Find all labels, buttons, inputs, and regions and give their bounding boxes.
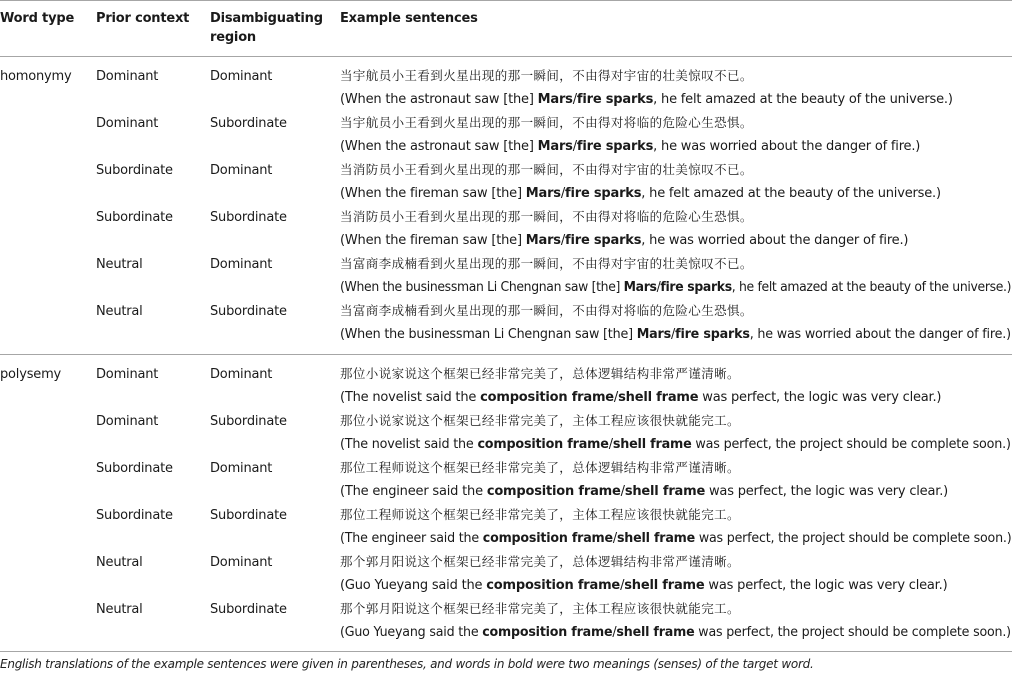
english-translation: (Guo Yueyang said the composition frame/shell frame was perfect, the logic was very clear.): [340, 578, 948, 593]
header-rule: [0, 56, 1012, 57]
english-translation: (When the fireman saw [the] Mars/fire sparks, he felt amazed at the beauty of the universe.): [340, 186, 941, 201]
sense-two: shell frame: [612, 437, 692, 452]
region-cell: Subordinate: [210, 116, 287, 131]
prior-context-cell: Dominant: [96, 116, 159, 131]
prior-context-cell: Neutral: [96, 555, 143, 570]
word-type-label: polysemy: [0, 367, 62, 382]
sense-two: fire sparks: [565, 233, 642, 248]
chinese-sentence: 那位小说家说这个框架已经非常完美了，主体工程应该很快就能完工。: [340, 413, 740, 428]
table-top-rule: [0, 0, 1012, 1]
chinese-sentence: 当宇航员小王看到火星出现的那一瞬间，不由得对将临的危险心生恐惧。: [340, 115, 753, 130]
header-disambiguating-line1: Disambiguating: [210, 11, 323, 26]
header-example-sentences: Example sentences: [340, 11, 478, 26]
prior-context-cell: Subordinate: [96, 210, 173, 225]
sense-two: shell frame: [616, 531, 696, 546]
chinese-sentence: 那位小说家说这个框架已经非常完美了，总体逻辑结构非常严谨清晰。: [340, 366, 740, 381]
sense-one: composition frame: [486, 578, 621, 593]
english-translation: (The engineer said the composition frame/shell frame was perfect, the project should be complete soon.): [340, 531, 1012, 546]
english-translation: (When the businessman Li Chengnan saw [the] Mars/fire sparks, he was worried about the danger of fire.): [340, 327, 1011, 342]
sense-one: Mars: [537, 139, 573, 154]
english-translation: (Guo Yueyang said the composition frame/shell frame was perfect, the project should be complete soon.): [340, 625, 1011, 640]
english-translation: (When the astronaut saw [the] Mars/fire sparks, he was worried about the danger of fire.): [340, 139, 921, 154]
sense-one: composition frame: [486, 484, 621, 499]
prior-context-cell: Subordinate: [96, 508, 173, 523]
region-cell: Dominant: [210, 367, 273, 382]
chinese-sentence: 当消防员小王看到火星出现的那一瞬间，不由得对将临的危险心生恐惧。: [340, 209, 753, 224]
prior-context-cell: Neutral: [96, 602, 143, 617]
english-translation: (When the astronaut saw [the] Mars/fire sparks, he felt amazed at the beauty of the universe.): [340, 92, 953, 107]
sense-two: fire sparks: [675, 327, 750, 342]
region-cell: Dominant: [210, 163, 273, 178]
prior-context-cell: Neutral: [96, 304, 143, 319]
chinese-sentence: 那位工程师说这个框架已经非常完美了，主体工程应该很快就能完工。: [340, 507, 740, 522]
prior-context-cell: Subordinate: [96, 163, 173, 178]
sense-one: Mars: [623, 280, 657, 295]
chinese-sentence: 那位工程师说这个框架已经非常完美了，总体逻辑结构非常严谨清晰。: [340, 460, 740, 475]
table-footnote: English translations of the example sentences were given in parentheses, and words in bold were two meanings (senses) of the target word.: [0, 657, 814, 671]
prior-context-cell: Subordinate: [96, 461, 173, 476]
chinese-sentence: 当富商李成楠看到火星出现的那一瞬间，不由得对宇宙的壮美惊叹不已。: [340, 256, 753, 271]
chinese-sentence: 那个郭月阳说这个框架已经非常完美了，主体工程应该很快就能完工。: [340, 601, 740, 616]
english-translation: (The engineer said the composition frame/shell frame was perfect, the logic was very clear.): [340, 484, 948, 499]
region-cell: Subordinate: [210, 508, 287, 523]
region-cell: Dominant: [210, 257, 273, 272]
sense-one: Mars: [537, 92, 573, 107]
table-bottom-rule: [0, 651, 1012, 652]
region-cell: Subordinate: [210, 304, 287, 319]
prior-context-cell: Neutral: [96, 257, 143, 272]
chinese-sentence: 那个郭月阳说这个框架已经非常完美了，总体逻辑结构非常严谨清晰。: [340, 554, 740, 569]
region-cell: Subordinate: [210, 210, 287, 225]
prior-context-cell: Dominant: [96, 414, 159, 429]
english-translation: (When the businessman Li Chengnan saw [the] Mars/fire sparks, he felt amazed at the beauty of the universe.): [340, 280, 1012, 295]
header-disambiguating-line2: region: [210, 30, 256, 45]
region-cell: Subordinate: [210, 602, 287, 617]
region-cell: Subordinate: [210, 414, 287, 429]
sense-two: shell frame: [616, 625, 695, 640]
sense-one: Mars: [636, 327, 672, 342]
word-type-label: homonymy: [0, 69, 72, 84]
region-cell: Dominant: [210, 69, 273, 84]
sense-one: composition frame: [477, 437, 609, 452]
sense-one: Mars: [525, 233, 561, 248]
region-cell: Dominant: [210, 461, 273, 476]
header-word-type: Word type: [0, 11, 75, 26]
sense-one: Mars: [525, 186, 561, 201]
sense-two: fire sparks: [565, 186, 642, 201]
region-cell: Dominant: [210, 555, 273, 570]
sense-one: composition frame: [482, 625, 613, 640]
prior-context-cell: Dominant: [96, 367, 159, 382]
prior-context-cell: Dominant: [96, 69, 159, 84]
sense-two: shell frame: [624, 578, 705, 593]
group-divider-rule: [0, 354, 1012, 355]
header-prior-context: Prior context: [96, 11, 190, 26]
sense-one: composition frame: [480, 390, 614, 405]
english-translation: (The novelist said the composition frame/shell frame was perfect, the logic was very clear.): [340, 390, 942, 405]
chinese-sentence: 当富商李成楠看到火星出现的那一瞬间，不由得对将临的危险心生恐惧。: [340, 303, 753, 318]
sense-two: shell frame: [618, 390, 699, 405]
sense-two: fire sparks: [576, 139, 654, 154]
english-translation: (When the fireman saw [the] Mars/fire sparks, he was worried about the danger of fire.): [340, 233, 909, 248]
sense-two: shell frame: [624, 484, 706, 499]
chinese-sentence: 当消防员小王看到火星出现的那一瞬间，不由得对宇宙的壮美惊叹不已。: [340, 162, 753, 177]
sense-two: fire sparks: [660, 280, 732, 295]
sense-two: fire sparks: [576, 92, 654, 107]
english-translation: (The novelist said the composition frame/shell frame was perfect, the project should be complete soon.): [340, 437, 1011, 452]
sense-one: composition frame: [482, 531, 613, 546]
chinese-sentence: 当宇航员小王看到火星出现的那一瞬间，不由得对宇宙的壮美惊叹不已。: [340, 68, 753, 83]
